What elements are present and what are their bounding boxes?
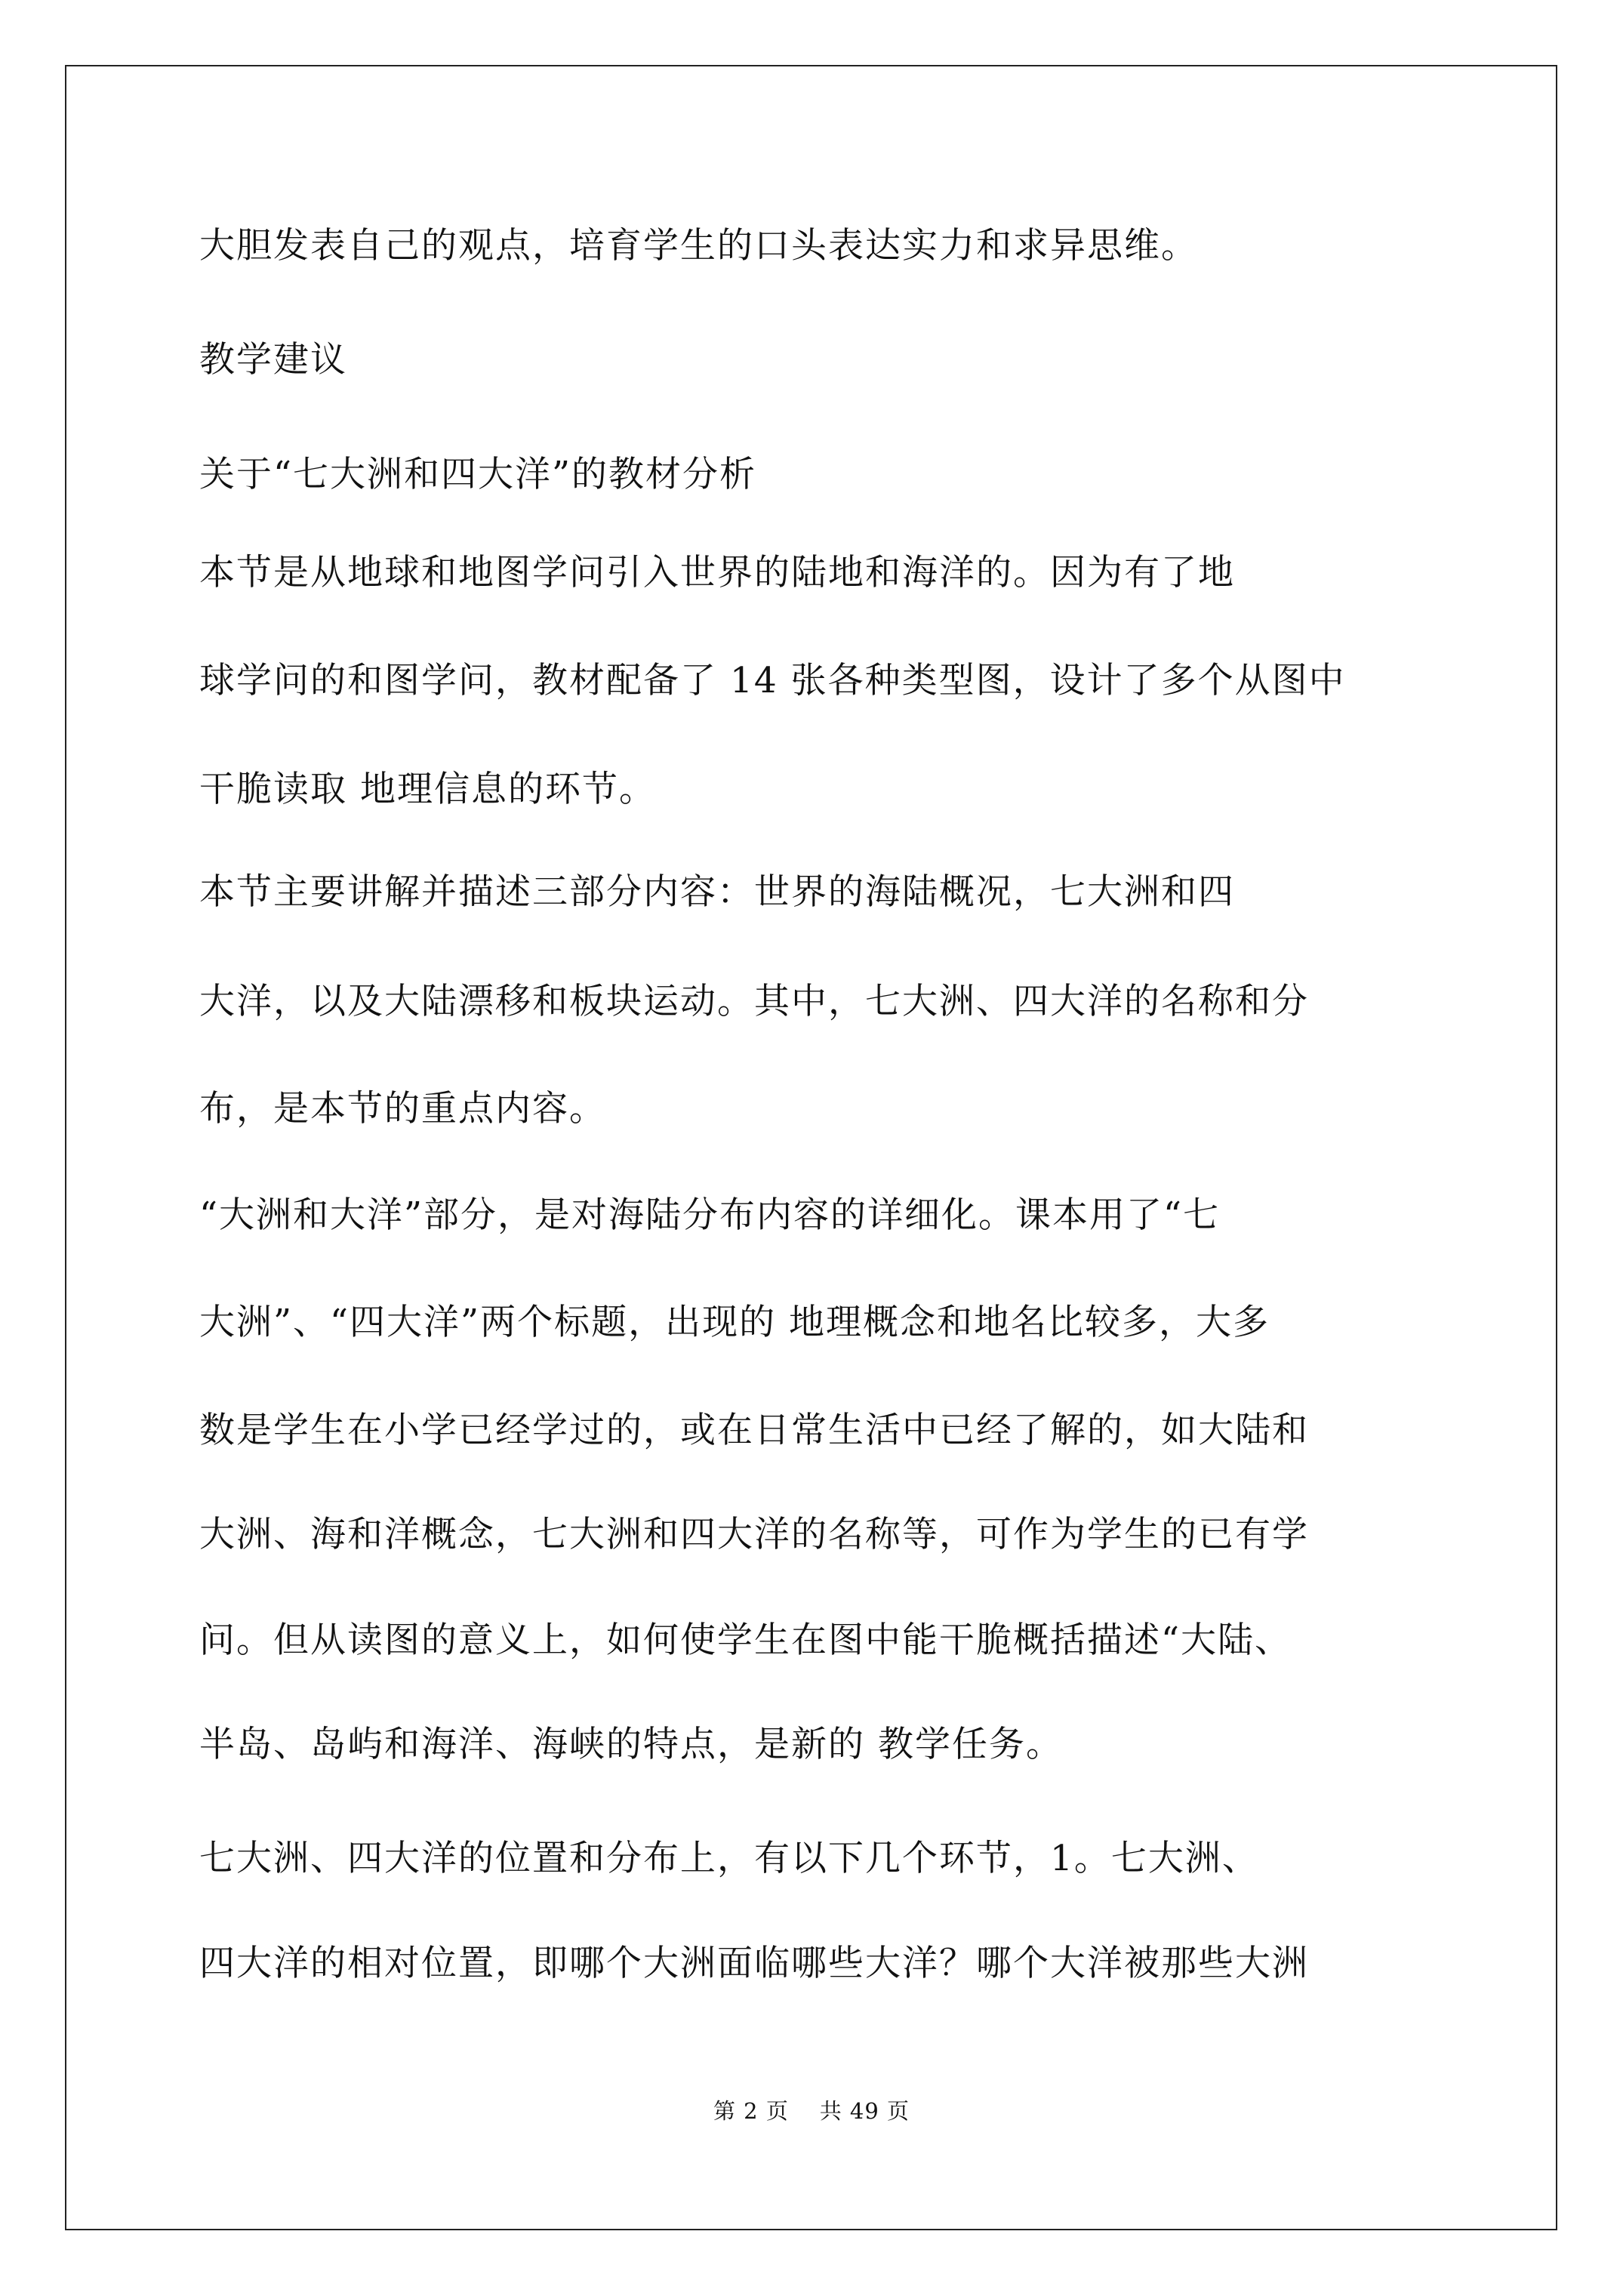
text-line: 半岛、岛屿和海洋、海峡的特点，是新的 教学任务。 — [199, 1724, 1063, 1765]
text-line: 七大洲、四大洋的位置和分布上，有以下几个环节，1。七大洲、 — [199, 1838, 1259, 1879]
text-line: 关于“七大洲和四大洋”的教材分析 — [199, 454, 757, 495]
text-line: 本节是从地球和地图学问引入世界的陆地和海洋的。因为有了地 — [199, 552, 1235, 593]
text-line: “大洲和大洋”部分，是对海陆分布内容的详细化。课本用了“七 — [199, 1194, 1221, 1236]
text-line: 问。但从读图的意义上，如何使学生在图中能干脆概括描述“大陆、 — [199, 1620, 1292, 1661]
page-border — [65, 65, 1557, 2230]
page-number: 第 2 页 共 49 页 — [713, 2098, 910, 2124]
text-line: 布，是本节的重点内容。 — [199, 1088, 606, 1130]
text-line: 大胆发表自己的观点，培育学生的口头表达实力和求异思维。 — [199, 225, 1198, 267]
text-line: 四大洋的相对位置，即哪个大洲面临哪些大洋？哪个大洋被那些大洲 — [199, 1943, 1309, 1984]
text-line: 干脆读取 地理信息的环节。 — [199, 769, 656, 810]
text-line: 大洲”、“四大洋”两个标题，出现的 地理概念和地名比较多，大多 — [199, 1302, 1270, 1343]
text-line: 本节主要讲解并描述三部分内容：世界的海陆概况，七大洲和四 — [199, 871, 1235, 913]
text-line: 数是学生在小学已经学过的，或在日常生活中已经了解的，如大陆和 — [199, 1410, 1309, 1451]
text-line: 大洲、海和洋概念，七大洲和四大洋的名称等，可作为学生的已有学 — [199, 1514, 1309, 1555]
text-line: 大洋，以及大陆漂移和板块运动。其中，七大洲、四大洋的名称和分 — [199, 981, 1309, 1022]
text-line: 球学问的和图学问，教材配备了 14 张各种类型图，设计了多个从图中 — [199, 660, 1346, 701]
text-line: 教学建议 — [199, 339, 347, 381]
